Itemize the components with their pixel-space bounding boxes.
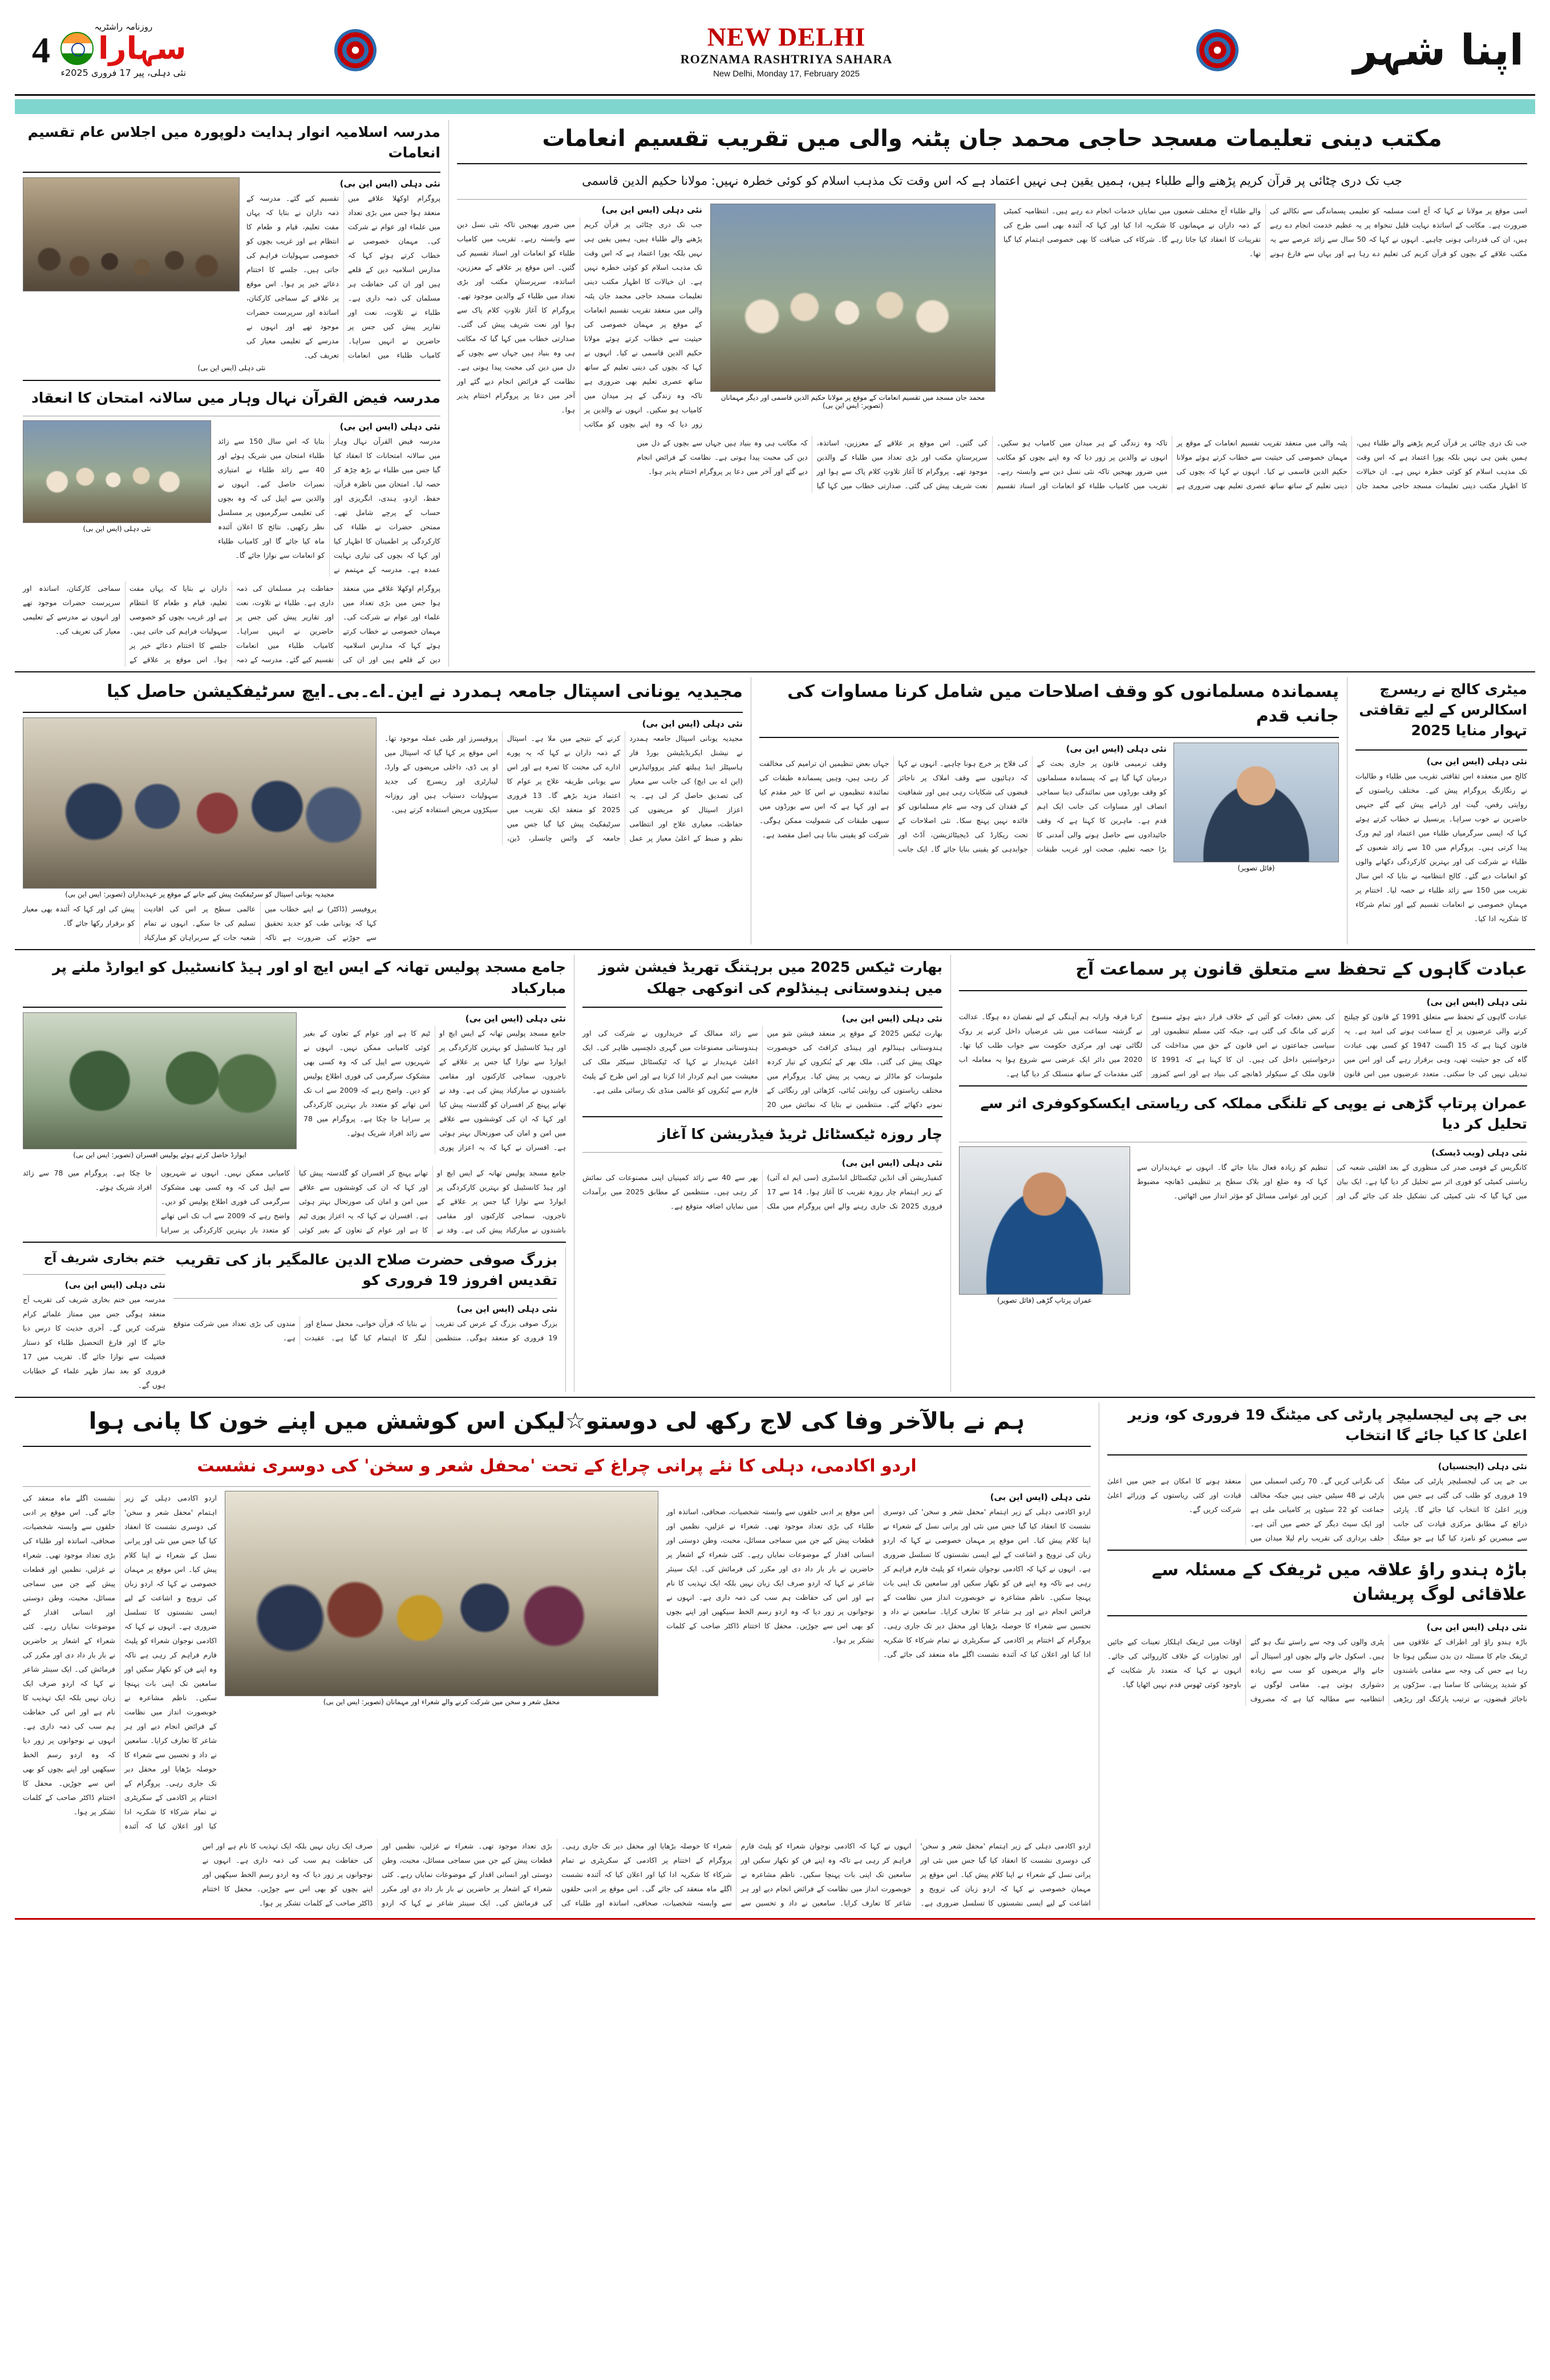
headline: مدرسہ اسلامیہ انوار ہدایت دلوپورہ میں اجلاس عام تقسیم انعامات xyxy=(27,124,440,161)
bottom-rule xyxy=(15,1918,1535,1920)
article-body: پروگرام اوکھلا علاقے میں منعقد ہوا جس میں بڑی تعداد میں علماء اور عوام نے شرکت کی۔ مہمان خصوصی نے خطاب کرتے ہوئے کہا کہ مدارس اسلامیہ دین کے قلعے ہیں اور ان کی حفاظت ہر مسلمان کی ذمہ داری ہے۔ طلباء نے تلاوت، نعت اور تقاریر پیش کیں جس پر حاضرین نے انہیں سراہا۔ کامیاب طلباء میں انعامات تقسیم کیے گئے۔ مدرسہ کے ذمہ داران نے بتایا کہ یہاں مفت تعلیم، قیام و طعام کا انتظام ہے اور غریب بچوں کو خصوصی سہولیات فراہم کی جاتی ہیں۔ جلسے کا اختتام دعائے خیر پر ہوا۔ اس موقع پر علاقے کے سماجی کارکنان، اساتذہ اور سرپرست حضرات موجود تھے اور انہوں نے مدرسے کے تعلیمی معیار کی تعریف کی۔ xyxy=(246,193,440,359)
article-body: کنفیڈریشن آف انڈین ٹیکسٹائل انڈسٹری (سی ایم اے آئی) کے زیر اہتمام چار روزہ تقریب کا آغاز ہوا۔ 14 سے 17 فروری 2025 تک جاری رہنے والے اس پروگرام میں ملک بھر سے 40 سے زائد کمپنیاں اپنی مصنوعات کی نمائش کر رہی ہیں۔ منتظمین کے مطابق 2025 میں برآمدات میں نمایاں اضافہ متوقع ہے۔ xyxy=(582,1173,942,1210)
divider xyxy=(457,163,1527,164)
headline: عبادت گاہوں کے تحفظ سے متعلق قانون پر سماعت آج xyxy=(1075,959,1527,980)
article-imran-pratapgarhi xyxy=(959,1091,1527,1308)
byline: نئی دہلی (ایس این بی) xyxy=(1426,996,1527,1007)
article-photo xyxy=(959,1146,1130,1295)
article-traffic xyxy=(1107,1555,1527,1706)
article-metro-college xyxy=(1355,677,1527,926)
photo-caption: عمران پرتاپ گڑھی (فائل تصویر) xyxy=(997,1296,1092,1305)
rosette-left-icon xyxy=(334,29,377,71)
article-majeedia xyxy=(23,677,743,945)
headline: مجیدیہ یونانی اسپتال جامعہ ہمدرد نے این۔اے۔بی۔ایچ سرٹیفکیشن حاصل کیا xyxy=(107,681,743,702)
article-photo xyxy=(1173,743,1339,862)
article-mehfil xyxy=(23,1402,1091,1910)
photo-caption: نئی دہلی (ایس این بی) xyxy=(83,524,151,533)
masthead-center xyxy=(377,22,1196,79)
divider xyxy=(23,1242,566,1243)
byline: نئی دہلی (ایس این بی) xyxy=(841,1158,942,1168)
divider xyxy=(959,1085,1527,1086)
article-photo xyxy=(23,717,377,889)
divider xyxy=(15,1397,1535,1398)
column-bharat-tex xyxy=(574,955,950,1392)
article-body: بی جے پی کی لیجسلیچر پارٹی کی میٹنگ 19 فروری کو طلب کی گئی ہے جس میں وزیر اعلیٰ کا انتخاب کیا جائے گا۔ پارٹی ذرائع کے مطابق مرکزی قیادت کی جانب سے مبصرین کو نامزد کیا گیا ہے جو میٹنگ کی نگرانی کریں گے۔ 70 رکنی اسمبلی میں پارٹی نے 48 سیٹیں جیتی ہیں جبکہ مخالف جماعت کو 22 سیٹوں پر کامیابی ملی ہے اور ایک سیٹ دیگر کے حصے میں آئی ہے۔ حلف برداری کی تقریب رام لیلا میدان میں منعقد ہونے کا امکان ہے جس میں اعلیٰ قیادت اور کئی ریاستوں کے وزرائے اعلیٰ شرکت کریں گے۔ xyxy=(1107,1476,1527,1542)
byline: نئی دہلی (ایس این بی) xyxy=(465,1013,566,1024)
divider xyxy=(1107,1550,1527,1551)
headline: عمران پرتاپ گڑھی نے یوپی کے تلنگی مملکہ کی ریاستی ایکسکوکوفری اثر سے تحلیل کر دیا xyxy=(980,1094,1527,1132)
article-pasmanda xyxy=(759,677,1339,875)
paper-name: ROZNAMA RASHTRIYA SAHARA xyxy=(680,51,893,66)
city-name: NEW DELHI xyxy=(707,22,866,51)
article-body: عبادت گاہوں کے تحفظ سے متعلق 1991 کے قانون کو چیلنج کرنے والی عرضیوں پر آج سماعت ہونے کی امید ہے۔ یہ قانون کہتا ہے کہ 15 اگست 1947 کو کسی بھی عبادت گاہ کی جو حیثیت تھی، وہی برقرار رہے گی اور اس میں تبدیلی نہیں کی جا سکتی۔ متعدد عرضیوں میں اس قانون کی بعض دفعات کو آئین کے خلاف قرار دیتے ہوئے منسوخ کرنے کی مانگ کی گئی ہے، جبکہ کئی مسلم تنظیموں اور سیاسی جماعتوں نے اس قانون کے حق میں مداخلت کی درخواستیں داخل کی ہیں۔ ان کا کہنا ہے کہ 1991 کا قانون ملک کے سیکولر ڈھانچے کی بنیاد ہے اور اسے کمزور کرنا فرقہ وارانہ ہم آہنگی کے لیے نقصان دہ ہوگا۔ عدالت نے گزشتہ سماعت میں نئی عرضیاں داخل کرنے پر روک لگائی تھی اور مرکزی حکومت سے جواب طلب کیا تھا۔ 2020 میں دائر ایک عرضی سے شروع ہوا یہ معاملہ اب کئی مقدمات کے ساتھ منسلک کر دیا گیا ہے۔ xyxy=(959,1012,1527,1078)
logo-urdu-text: سہارا xyxy=(98,30,187,66)
byline: نئی دہلی (ایس این بی) xyxy=(642,719,743,729)
lead-subhead: جب تک دری چٹائی پر قرآن کریم پڑھنے والے طلباء ہیں، ہمیں یقین ہی نہیں اعتماد ہے کہ اس وقت تک مذہب اسلام کو کوئی خطرہ نہیں: مولانا حکیم الدین قاسمی xyxy=(582,174,1402,188)
article-body: مجیدیہ یونانی اسپتال جامعہ ہمدرد نے نیشنل ایکریڈیٹیشن بورڈ فار ہاسپٹلز اینڈ ہیلتھ کیئر پرووائیڈرس (این اے بی ایچ) کی جانب سے معیار کی تصدیق حاصل کر لی ہے۔ یہ اعزاز اسپتال کو مریضوں کی حفاظت، معیاری علاج اور انتظامی نظم و ضبط کے اعلیٰ معیار پر عمل کرنے کے نتیجے میں ملا ہے۔ اسپتال کے ذمہ داران نے کہا کہ یہ پورے ادارے کی محنت کا ثمرہ ہے اور اس سے یونانی طریقہ علاج پر عوام کا اعتماد مزید بڑھے گا۔ 13 فروری 2025 کو منعقد ایک تقریب میں سرٹیفکیٹ پیش کیا گیا جس میں جامعہ کے وائس چانسلر، ڈین، پروفیسرز اور طبی عملہ موجود تھا۔ اس موقع پر کہا گیا کہ اسپتال میں او پی ڈی، داخلی مریضوں کے وارڈ، لیبارٹری اور ریسرچ کی جدید سہولیات دستیاب ہیں اور روزانہ سیکڑوں مریض استفادہ کرتے ہیں۔ xyxy=(385,734,743,843)
column-metro-college xyxy=(1347,677,1535,945)
byline: نئی دہلی (ایس این بی) xyxy=(601,204,702,215)
lead-headline: مکتب دینی تعلیمات مسجد حاجی محمد جان پٹنہ والی میں تقریب تقسیم انعامات xyxy=(542,125,1442,152)
lead-photo xyxy=(710,204,995,392)
headline: جامع مسجد پولیس تھانہ کے ایس ایچ او اور ہیڈ کانسٹیبل کو ایوارڈ ملنے پر مبارکباد xyxy=(52,959,566,996)
photo-caption: محمد جان مسجد میں تقسیم انعامات کے موقع پر مولانا حکیم الدین قاسمی اور دیگر مہمانان (تصویر: ایس این بی) xyxy=(721,393,985,409)
masthead xyxy=(15,10,1535,96)
headline: پسماندہ مسلمانوں کو وقف اصلاحات میں شامل کرنا مساوات کی جانب قدم xyxy=(787,681,1339,727)
issue-date: New Delhi, Monday 17, February 2025 xyxy=(713,68,860,79)
article-body: کالج میں منعقدہ اس ثقافتی تقریب میں طلباء و طالبات نے رنگارنگ پروگرام پیش کیے۔ مختلف ریاستوں کے روایتی رقص، گیت اور ڈرامے پیش کیے گئے جنہیں حاضرین نے خوب سراہا۔ پرنسپل نے خطاب کرتے ہوئے کہا کہ ایسی سرگرمیاں طلباء میں اعتماد اور ٹیم ورک پیدا کرتی ہیں۔ پروگرام میں 10 سے زائد شعبوں کے طلباء نے شرکت کی اور بہترین کارکردگی دکھانے والوں کو انعامات دیے گئے۔ کالج انتظامیہ نے بتایا کہ اس سال تقریب میں 150 سے زائد طلباء نے حصہ لیا۔ اختتام پر مہمانِ خصوصی نے انعامات تقسیم کیے اور تمام شرکاء کا شکریہ ادا کیا۔ xyxy=(1355,771,1527,923)
byline: نئی دہلی (ایس این بی) xyxy=(339,178,440,189)
logo-date-line: نئی دہلی، پیر 17 فروری 2025ء xyxy=(60,67,187,78)
mehfil-subheadline: اردو اکادمی، دہلی کا نئے پرانی چراغ کے تحت 'محفل شعر و سخن' کی دوسری نشست xyxy=(197,1456,917,1477)
article-photo xyxy=(23,1012,297,1149)
row-four xyxy=(15,1402,1535,1910)
column-ibadat xyxy=(950,955,1535,1392)
rosette-right-icon xyxy=(1196,29,1239,71)
divider xyxy=(23,380,440,381)
byline: نئی دہلی (ایس این بی) xyxy=(990,1491,1091,1502)
headline: ختم بخاری شریف آج xyxy=(43,1251,165,1265)
divider xyxy=(959,990,1527,991)
article-body: مدرسہ فیض القرآن نہال وہار میں سالانہ امتحانات کا انعقاد کیا گیا جس میں طلباء نے بڑھ چڑھ کر حصہ لیا۔ امتحان میں ناظرہ قرآن، حفظ، اردو، ہندی، انگریزی اور حساب کے پرچے شامل تھے۔ ممتحن حضرات نے طلباء کی کارکردگی پر اطمینان کا اظہار کیا اور کہا کہ بچوں کی تیاری نہایت عمدہ ہے۔ مدرسہ کے مہتمم نے بتایا کہ اس سال 150 سے زائد طلباء امتحان میں شریک ہوئے اور 40 سے زائد طلباء نے امتیازی نمبرات حاصل کیے۔ انہوں نے والدین سے اپیل کی کہ وہ بچوں کی تعلیمی سرگرمیوں پر مسلسل نظر رکھیں۔ نتائج کا اعلان آئندہ ماہ کیا جائے گا اور کامیاب طلباء کو انعامات سے نوازا جائے گا۔ xyxy=(218,436,440,574)
divider xyxy=(15,671,1535,672)
divider xyxy=(23,1486,1091,1487)
paper-logo xyxy=(60,22,187,78)
article-faiz-ul-quran xyxy=(23,386,440,667)
divider xyxy=(759,737,1339,738)
divider xyxy=(1355,749,1527,751)
article-body: مدرسہ میں ختم بخاری شریف کی تقریب آج منعقد ہوگی جس میں ممتاز علمائے کرام شرکت کریں گے۔ آخری حدیث کا درس دیا جائے گا اور فارغ التحصیل طلباء کو دستار فضیلت سے نوازا جائے گا۔ تقریب میں 17 فروری کو بعد نماز ظہر علماء کے خطابات ہوں گے۔ xyxy=(23,1295,165,1390)
byline: نئی دہلی (ایس این بی) xyxy=(456,1304,557,1315)
headline: باڑہ ہندو راؤ علاقہ میں ٹریفک کے مسئلہ سے علاقائی لوگ پریشان xyxy=(1151,1559,1527,1605)
article-bharat-tex xyxy=(582,955,942,1112)
divider xyxy=(582,1007,942,1008)
article-mosque-police xyxy=(23,955,566,1392)
photo-caption: (فائل تصویر) xyxy=(1237,863,1275,872)
divider xyxy=(582,1116,942,1117)
divider xyxy=(1107,1615,1527,1616)
headline: چار روزہ ٹیکسٹائل ٹریڈ فیڈریشن کا آغاز xyxy=(658,1125,942,1142)
mehfil-photo xyxy=(225,1491,658,1696)
byline: نئی دہلی (ایس این بی) xyxy=(841,1013,942,1024)
byline: نئی دہلی (ایجنسیاں) xyxy=(1438,1461,1527,1471)
article-body-cont: پروگرام اوکھلا علاقے میں منعقد ہوا جس میں بڑی تعداد میں علماء اور عوام نے شرکت کی۔ مہمان خصوصی نے خطاب کرتے ہوئے کہا کہ مدارس اسلامیہ دین کے قلعے ہیں اور ان کی حفاظت ہر مسلمان کی ذمہ داری ہے۔ طلباء نے تلاوت، نعت اور تقاریر پیش کیں جس پر حاضرین نے انہیں سراہا۔ کامیاب طلباء میں انعامات تقسیم کیے گئے۔ مدرسہ کے ذمہ داران نے بتایا کہ یہاں مفت تعلیم، قیام و طعام کا انتظام ہے اور غریب بچوں کو خصوصی سہولیات فراہم کی جاتی ہیں۔ جلسے کا اختتام دعائے خیر پر ہوا۔ اس موقع پر علاقے کے سماجی کارکنان، اساتذہ اور سرپرست حضرات موجود تھے اور انہوں نے مدرسے کے تعلیمی معیار کی تعریف کی۔ xyxy=(23,583,440,664)
column-pasmanda xyxy=(751,677,1347,945)
article-bjp-meeting xyxy=(1107,1402,1527,1545)
headline: بھارت ٹیکس 2025 میں برہتنگ تھریڈ فیشن شوز میں ہندوستانی ہینڈلوم کی انوکھی جھلک xyxy=(598,959,942,996)
column-left-top xyxy=(15,120,448,667)
flag-icon xyxy=(60,32,94,65)
column-majeedia xyxy=(15,677,751,945)
photo-caption: نئی دہلی (ایس این بی) xyxy=(197,363,266,372)
teal-divider-bar xyxy=(15,99,1535,114)
article-body: کانگریس کے قومی صدر کی منظوری کے بعد اقلیتی شعبہ کی ریاستی کمیٹی کو فوری اثر سے تحلیل کر دیا گیا ہے۔ ایک بیان میں کہا گیا کہ نئی کمیٹی کی تشکیل جلد کی جائے گی اور تنظیم کو زیادہ فعال بنایا جائے گا۔ انہوں نے عہدیداران سے کہا کہ وہ ضلع اور بلاک سطح پر تنظیمی ڈھانچہ مضبوط کریں اور عوامی مسائل کو مؤثر انداز میں اٹھائیں۔ xyxy=(1137,1163,1527,1201)
article-body: وقف ترمیمی قانون پر جاری بحث کے درمیان کہا گیا ہے کہ پسماندہ مسلمانوں کو وقف بورڈوں میں نمائندگی دینا سماجی انصاف اور مساوات کی جانب ایک اہم قدم ہے۔ ماہرین کا کہنا ہے کہ وقف جائیدادوں سے حاصل ہونے والی آمدنی کا بڑا حصہ تعلیم، صحت اور غریب طبقات کی فلاح پر خرچ ہونا چاہیے۔ انہوں نے کہا کہ دہائیوں سے وقف املاک پر ناجائز قبضوں کی شکایات رہی ہیں اور شفافیت کے فقدان کی وجہ سے عام مسلمانوں کو فائدہ نہیں پہنچ سکا۔ نئی اصلاحات کے تحت ریکارڈ کی ڈیجیٹائزیشن، آڈٹ اور جوابدہی کو یقینی بنایا جائے گا۔ ایک جانب جہاں بعض تنظیمیں ان ترامیم کی مخالفت کر رہی ہیں، وہیں پسماندہ طبقات کی نمائندہ تنظیموں نے اس کا خیر مقدم کیا ہے اور کہا ہے کہ اس سے بورڈوں میں سبھی طبقات کی شمولیت ممکن ہوگی۔ شرکت کو یقینی بنانا ہی اصل مقصد ہے۔ xyxy=(759,759,1167,853)
mehfil-headline: ہم نے بالآخر وفا کی لاج رکھ لی دوستو☆لیکن اس کوشش میں اپنے خون کا پانی ہوا xyxy=(88,1408,1025,1435)
divider xyxy=(457,199,1527,200)
row-one xyxy=(15,120,1535,667)
article-photo xyxy=(23,177,240,291)
article-body: جامع مسجد پولیس تھانہ کے ایس ایچ او اور ہیڈ کانسٹیبل کو بہترین کارکردگی پر ایوارڈ سے نوازا گیا جس پر علاقے کے تاجروں، سماجی کارکنوں اور مقامی باشندوں نے مبارکباد پیش کی ہے۔ وفد نے تھانے پہنچ کر افسران کو گلدستہ پیش کیا اور کہا کہ ان کی کوششوں سے علاقے میں امن و امان کی صورتحال بہتر ہوئی ہے۔ افسران نے کہا کہ یہ اعزاز پوری ٹیم کا ہے اور عوام کے تعاون کے بغیر کوئی کامیابی ممکن نہیں۔ انہوں نے شہریوں سے اپیل کی کہ وہ کسی بھی مشکوک سرگرمی کی فوری اطلاع پولیس کو دیں۔ واضح رہے کہ 2009 سے اب تک اس تھانے کو متعدد بار بہترین کارکردگی پر سراہا جا چکا ہے۔ پروگرام میں 78 سے زائد افراد شریک ہوئے۔ xyxy=(303,1028,566,1152)
logo-top-line: روزنامہ راشٹریہ xyxy=(94,22,153,32)
divider xyxy=(582,1152,942,1153)
divider xyxy=(23,712,743,713)
byline: نئی دہلی (ایس این بی) xyxy=(1426,1621,1527,1632)
byline: نئی دہلی (ایس این بی) xyxy=(64,1280,165,1291)
row-three xyxy=(15,955,1535,1392)
photo-caption: مجیدیہ یونانی اسپتال کو سرٹیفکیٹ پیش کیے جانے کے موقع پر عہدیداران (تصویر: ایس این بی) xyxy=(65,890,334,899)
headline: مدرسہ فیض القرآن نہال وہار میں سالانہ امتحان کا انعقاد xyxy=(31,389,440,406)
article-ibadat-gah xyxy=(959,955,1527,1081)
article-photo xyxy=(23,420,211,523)
article-body-left: اردو اکادمی دہلی کے زیر اہتمام 'محفل شعر و سخن' کی دوسری نشست کا انعقاد کیا گیا جس میں نئی اور پرانی نسل کے شعراء نے اپنا کلام پیش کیا۔ اس موقع پر مہمان خصوصی نے کہا کہ اردو زبان کی ترویج و اشاعت کے لیے ایسی نشستوں کا تسلسل ضروری ہے۔ انہوں نے کہا کہ اکادمی نوجوان شعراء کو پلیٹ فارم فراہم کر رہی ہے تاکہ وہ اپنے فن کو نکھار سکیں اور سامعین تک اپنی بات پہنچا سکیں۔ ناظم مشاعرہ نے خوبصورت انداز میں نظامت کے فرائض انجام دیے اور ہر شاعر کا تعارف کرایا۔ سامعین نے داد و تحسین سے شعراء کا حوصلہ بڑھایا اور محفل دیر تک جاری رہی۔ پروگرام کے اختتام پر اکادمی کے سکریٹری نے تمام شرکاء کا شکریہ ادا کیا اور اعلان کیا کہ آئندہ نشست اگلے ماہ منعقد کی جائے گی۔ اس موقع پر ادبی حلقوں سے وابستہ شخصیات، صحافی، اساتذہ اور طلباء کی بڑی تعداد موجود تھی۔ شعراء نے غزلیں، نظمیں اور قطعات پیش کیے جن میں سماجی مسائل، محبت، وطن دوستی اور انسانی اقدار کے موضوعات نمایاں رہے۔ کئی شعراء کے اشعار پر حاضرین نے بار بار داد دی اور مکرر کی فرمائش کی۔ ایک سینئر شاعر نے کہا کہ اردو صرف ایک زبان نہیں بلکہ ایک تہذیب کا نام ہے اور اس کی حفاظت ہم سب کی ذمہ داری ہے۔ انہوں نے نوجوانوں پر زور دیا کہ وہ اردو رسم الخط سیکھیں اور اپنے بچوں کو بھی اس سے جوڑیں۔ محفل کا اختتام ڈاکٹر صاحب کے کلمات تشکر پر ہوا۔ xyxy=(23,1493,217,1830)
article-body: بزرگ صوفی بزرگ کے عرس کی تقریب 19 فروری کو منعقد ہوگی۔ منتظمین نے بتایا کہ قرآن خوانی، محفل سماع اور لنگر کا اہتمام کیا گیا ہے۔ عقیدت مندوں کی بڑی تعداد میں شرکت متوقع ہے۔ xyxy=(173,1319,557,1343)
article-body: باڑہ ہندو راؤ اور اطراف کے علاقوں میں ٹریفک جام کا مسئلہ دن بدن سنگین ہوتا جا رہا ہے جس کی وجہ سے مقامی باشندوں کو شدید پریشانی کا سامنا ہے۔ سڑکوں پر ناجائز قبضوں، بے ترتیب پارکنگ اور ریڑھی پٹری والوں کی وجہ سے راستے تنگ ہو گئے ہیں۔ اسکول جانے والے بچوں اور اسپتال آنے جانے والے مریضوں کو سب سے زیادہ دشواری ہوتی ہے۔ مقامی لوگوں نے انتظامیہ سے مطالبہ کیا ہے کہ مصروف اوقات میں ٹریفک اہلکار تعینات کیے جائیں اور تجاوزات کے خلاف کارروائی کی جائے۔ انہوں نے کہا کہ متعدد بار شکایت کے باوجود کوئی ٹھوس قدم نہیں اٹھایا گیا۔ xyxy=(1107,1637,1527,1703)
divider xyxy=(23,1446,1091,1447)
article-body-bottom: جب تک دری چٹائی پر قرآن کریم پڑھنے والے طلباء ہیں، ہمیں یقین ہی نہیں بلکہ پورا اعتماد ہے کہ اس وقت تک مذہب اسلام کو کوئی خطرہ نہیں ہے۔ ان خیالات کا اظہار مکتب دینی تعلیمات مسجد حاجی محمد جان پٹنہ والی میں منعقد تقریب تقسیم انعامات کے موقع پر مہمان خصوصی کی حیثیت سے خطاب کرتے ہوئے مولانا حکیم الدین قاسمی نے کیا۔ انہوں نے کہا کہ بچوں کی دینی تعلیم کے ساتھ ساتھ عصری تعلیم بھی ضروری ہے تاکہ وہ زندگی کے ہر میدان میں کامیاب ہو سکیں۔ انہوں نے والدین پر زور دیا کہ وہ اپنے بچوں کو مکاتب میں ضرور بھیجیں تاکہ نئی نسل دین سے وابستہ رہے۔ تقریب میں کامیاب طلباء کو انعامات اور اسناد تقسیم کی گئیں۔ اس موقع پر علاقے کے معززین، اساتذہ، سرپرستانِ مکتب اور بڑی تعداد میں طلباء کے والدین موجود تھے۔ پروگرام کا آغاز تلاوتِ کلام پاک سے ہوا اور نعت شریف پیش کی گئی۔ صدارتی خطاب میں کہا گیا کہ مکاتب ہی وہ بنیاد ہیں جہاں سے بچوں کے دل میں دین کی محبت پیدا ہوتی ہے۔ نظامت کے فرائض انجام دیے گئے اور آخر میں دعا پر پروگرام اختتام پذیر ہوا۔ xyxy=(637,438,1527,490)
divider xyxy=(15,949,1535,950)
divider xyxy=(23,172,440,173)
photo-caption: ایوارڈ حاصل کرتے ہوئے پولیس افسران (تصویر: ایس این بی) xyxy=(73,1150,246,1159)
divider xyxy=(23,1007,566,1008)
article-body-cont: جامع مسجد پولیس تھانہ کے ایس ایچ او اور ہیڈ کانسٹیبل کو بہترین کارکردگی پر ایوارڈ سے نوازا گیا جس پر علاقے کے تاجروں، سماجی کارکنوں اور مقامی باشندوں نے مبارکباد پیش کی ہے۔ وفد نے تھانے پہنچ کر افسران کو گلدستہ پیش کیا اور کہا کہ ان کی کوششوں سے علاقے میں امن و امان کی صورتحال بہتر ہوئی ہے۔ افسران نے کہا کہ یہ اعزاز پوری ٹیم کا ہے اور عوام کے تعاون کے بغیر کوئی کامیابی ممکن نہیں۔ انہوں نے شہریوں سے اپیل کی کہ وہ کسی بھی مشکوک سرگرمی کی فوری اطلاع پولیس کو دیں۔ واضح رہے کہ 2009 سے اب تک اس تھانے کو متعدد بار بہترین کارکردگی پر سراہا جا چکا ہے۔ پروگرام میں 78 سے زائد افراد شریک ہوئے۔ xyxy=(23,1168,566,1234)
byline: نئی دہلی (ایس این بی) xyxy=(339,421,440,432)
article-body-under-photo: پروفیسر (ڈاکٹر) نے اپنے خطاب میں کہا کہ یونانی طب کو جدید تحقیق سے جوڑنے کی ضرورت ہے تاکہ عالمی سطح پر اس کی افادیت تسلیم کی جا سکے۔ انہوں نے تمام شعبہ جات کے سربراہان کو مبارکباد پیش کی اور کہا کہ آئندہ بھی معیار کو برقرار رکھا جائے گا۔ xyxy=(23,905,377,942)
column-lead xyxy=(448,120,1535,667)
column-right-bottom xyxy=(1099,1402,1535,1910)
divider xyxy=(23,1274,165,1275)
headline: میٹری کالج نے ریسرچ اسکالرس کے لیے تقافتی تہوار منایا 2025 xyxy=(1359,680,1527,739)
page-number: 4 xyxy=(32,29,50,70)
masthead-left xyxy=(15,22,334,78)
article-madrasa-islamia xyxy=(23,120,440,375)
section-title: اپنا شہر xyxy=(1353,25,1524,75)
article-body: جب تک دری چٹائی پر قرآن کریم پڑھنے والے طلباء ہیں، ہمیں یقین ہی نہیں بلکہ پورا اعتماد ہے کہ اس وقت تک مذہب اسلام کو کوئی خطرہ نہیں ہے۔ ان خیالات کا اظہار مکتب دینی تعلیمات مسجد حاجی محمد جان پٹنہ والی میں منعقد تقریب تقسیم انعامات کے موقع پر مہمان خصوصی کی حیثیت سے خطاب کرتے ہوئے مولانا حکیم الدین قاسمی نے کیا۔ انہوں نے کہا کہ بچوں کی دینی تعلیم کے ساتھ ساتھ عصری تعلیم بھی ضروری ہے تاکہ وہ زندگی کے ہر میدان میں کامیاب ہو سکیں۔ انہوں نے والدین پر زور دیا کہ وہ اپنے بچوں کو مکاتب میں ضرور بھیجیں تاکہ نئی نسل دین سے وابستہ رہے۔ تقریب میں کامیاب طلباء کو انعامات اور اسناد تقسیم کی گئیں۔ اس موقع پر علاقے کے معززین، اساتذہ، سرپرستانِ مکتب اور بڑی تعداد میں طلباء کے والدین موجود تھے۔ پروگرام کا آغاز تلاوتِ کلام پاک سے ہوا اور نعت شریف پیش کی گئی۔ صدارتی خطاب میں کہا گیا کہ مکاتب ہی وہ بنیاد ہیں جہاں سے بچوں کے دل میں دین کی محبت پیدا ہوتی ہے۔ نظامت کے فرائض انجام دیے گئے اور آخر میں دعا پر پروگرام اختتام پذیر ہوا۔ xyxy=(457,220,702,428)
divider xyxy=(173,1298,557,1299)
photo-caption: محفل شعر و سخن میں شرکت کرنے والے شعراء اور مہمانان (تصویر: ایس این بی) xyxy=(323,1697,560,1706)
article-body: بھارت ٹیکس 2025 کے موقع پر منعقد فیشن شو میں ہندوستانی ہینڈلوم اور ہینڈی کرافٹ کی خوبصورت جھلک پیش کی گئی۔ ملک بھر کے بُنکروں کے تیار کردہ ملبوسات کو ماڈلز نے ریمپ پر پیش کیا۔ پروگرام میں مختلف ریاستوں کی روایتی بُنائی، کڑھائی اور رنگائی کے نمونے دکھائے گئے۔ منتظمین نے بتایا کہ نمائش میں 20 سے زائد ممالک کے خریداروں نے شرکت کی اور ہندوستانی مصنوعات میں گہری دلچسپی ظاہر کی۔ ایک اعلیٰ عہدیدار نے کہا کہ ٹیکسٹائل سیکٹر ملک کی معیشت میں اہم کردار ادا کرتا ہے اور اس طرح کے پلیٹ فارم سے بُنکروں کو عالمی منڈی تک رسائی ملتی ہے۔ xyxy=(582,1028,942,1109)
headline: بزرگ صوفی حضرت صلاح الدین عالمگیر باز کی تقریب تقدیس افروز 19 فروری کو xyxy=(175,1251,557,1288)
article-body-bottom: اردو اکادمی دہلی کے زیر اہتمام 'محفل شعر و سخن' کی دوسری نشست کا انعقاد کیا گیا جس میں نئی اور پرانی نسل کے شعراء نے اپنا کلام پیش کیا۔ اس موقع پر مہمان خصوصی نے کہا کہ اردو زبان کی ترویج و اشاعت کے لیے ایسی نشستوں کا تسلسل ضروری ہے۔ انہوں نے کہا کہ اکادمی نوجوان شعراء کو پلیٹ فارم فراہم کر رہی ہے تاکہ وہ اپنے فن کو نکھار سکیں اور سامعین تک اپنی بات پہنچا سکیں۔ ناظم مشاعرہ نے خوبصورت انداز میں نظامت کے فرائض انجام دیے اور ہر شاعر کا تعارف کرایا۔ سامعین نے داد و تحسین سے شعراء کا حوصلہ بڑھایا اور محفل دیر تک جاری رہی۔ پروگرام کے اختتام پر اکادمی کے سکریٹری نے تمام شرکاء کا شکریہ ادا کیا اور اعلان کیا کہ آئندہ نشست اگلے ماہ منعقد کی جائے گی۔ اس موقع پر ادبی حلقوں سے وابستہ شخصیات، صحافی، اساتذہ اور طلباء کی بڑی تعداد موجود تھی۔ شعراء نے غزلیں، نظمیں اور قطعات پیش کیے جن میں سماجی مسائل، محبت، وطن دوستی اور انسانی اقدار کے موضوعات نمایاں رہے۔ کئی شعراء کے اشعار پر حاضرین نے بار بار داد دی اور مکرر کی فرمائش کی۔ ایک سینئر شاعر نے کہا کہ اردو صرف ایک زبان نہیں بلکہ ایک تہذیب کا نام ہے اور اس کی حفاظت ہم سب کی ذمہ داری ہے۔ انہوں نے نوجوانوں پر زور دیا کہ وہ اردو رسم الخط سیکھیں اور اپنے بچوں کو بھی اس سے جوڑیں۔ محفل کا اختتام ڈاکٹر صاحب کے کلمات تشکر پر ہوا۔ xyxy=(202,1841,1091,1907)
byline: نئی دہلی (ایس این بی) xyxy=(1426,756,1527,767)
article-charoz xyxy=(582,1122,942,1213)
divider xyxy=(1107,1454,1527,1455)
byline: نئی دہلی (ایس این بی) xyxy=(1066,743,1167,754)
article-body-right: اسی موقع پر مولانا نے کہا کہ آج امت مسلمہ کو تعلیمی پسماندگی سے نکالنے کی ضرورت ہے۔ مکاتب کے اساتذہ نہایت قلیل تنخواہ پر یہ عظیم خدمت انجام دے رہے ہیں، ان کی قدردانی ہونی چاہیے۔ انہوں نے کہا کہ 50 سال سے زائد عرصے سے یہ مکتب علاقے کے بچوں کو قرآن کریم کی تعلیم دے رہا ہے اور یہاں سے فارغ ہونے والے طلباء آج مختلف شعبوں میں نمایاں خدمات انجام دے رہے ہیں۔ انتظامیہ کمیٹی کے ذمہ داران نے مہمانوں کا شکریہ ادا کیا اور کہا کہ آئندہ بھی اسی طرح کی تقریبات کا انعقاد کیا جاتا رہے گا۔ شرکاء کی ضیافت کا بھی خصوصی اہتمام کیا گیا تھا۔ xyxy=(1003,206,1528,258)
article-body-right: اردو اکادمی دہلی کے زیر اہتمام 'محفل شعر و سخن' کی دوسری نشست کا انعقاد کیا گیا جس میں نئی اور پرانی نسل کے شعراء نے اپنا کلام پیش کیا۔ اس موقع پر مہمان خصوصی نے کہا کہ اردو زبان کی ترویج و اشاعت کے لیے ایسی نشستوں کا تسلسل ضروری ہے۔ انہوں نے کہا کہ اکادمی نوجوان شعراء کو پلیٹ فارم فراہم کر رہی ہے تاکہ وہ اپنے فن کو نکھار سکیں اور سامعین تک اپنی بات پہنچا سکیں۔ ناظم مشاعرہ نے خوبصورت انداز میں نظامت کے فرائض انجام دیے اور ہر شاعر کا تعارف کرایا۔ سامعین نے داد و تحسین سے شعراء کا حوصلہ بڑھایا اور محفل دیر تک جاری رہی۔ پروگرام کے اختتام پر اکادمی کے سکریٹری نے تمام شرکاء کا شکریہ ادا کیا اور اعلان کیا کہ آئندہ نشست اگلے ماہ منعقد کی جائے گی۔ اس موقع پر ادبی حلقوں سے وابستہ شخصیات، صحافی، اساتذہ اور طلباء کی بڑی تعداد موجود تھی۔ شعراء نے غزلیں، نظمیں اور قطعات پیش کیے جن میں سماجی مسائل، محبت، وطن دوستی اور انسانی اقدار کے موضوعات نمایاں رہے۔ کئی شعراء کے اشعار پر حاضرین نے بار بار داد دی اور مکرر کی فرمائش کی۔ ایک سینئر شاعر نے کہا کہ اردو صرف ایک زبان نہیں بلکہ ایک تہذیب کا نام ہے اور اس کی حفاظت ہم سب کی ذمہ داری ہے۔ انہوں نے نوجوانوں پر زور دیا کہ وہ اردو رسم الخط سیکھیں اور اپنے بچوں کو بھی اس سے جوڑیں۔ محفل کا اختتام ڈاکٹر صاحب کے کلمات تشکر پر ہوا۔ xyxy=(666,1507,1091,1659)
byline: نئی دہلی (ویب ڈیسک) xyxy=(1431,1148,1527,1158)
column-police xyxy=(15,955,574,1392)
masthead-right xyxy=(1239,25,1535,75)
article-lead xyxy=(457,120,1527,493)
row-two xyxy=(15,677,1535,945)
column-mehfil xyxy=(15,1402,1099,1910)
headline: بی جے پی لیجسلیچر پارٹی کی میٹنگ 19 فروری کو، وزیر اعلیٰ کا کیا جائے گا انتخاب xyxy=(1128,1406,1527,1444)
